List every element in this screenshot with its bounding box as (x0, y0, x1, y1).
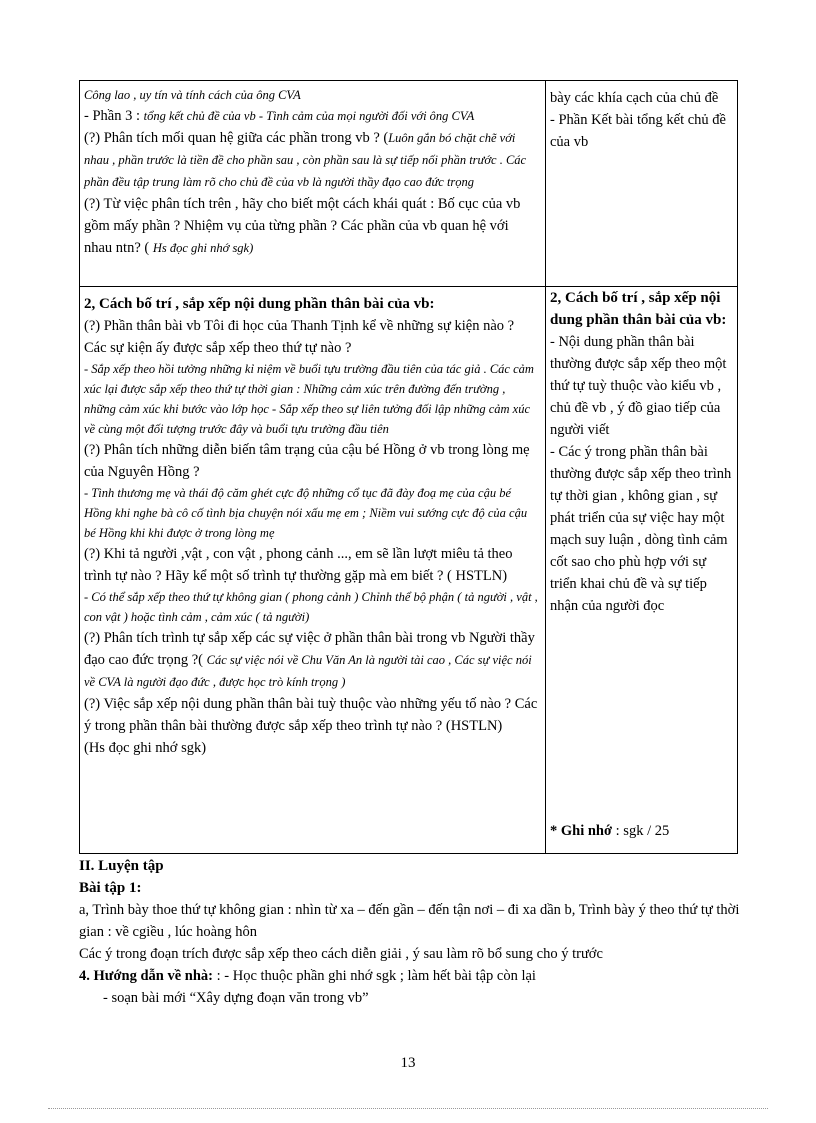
right-point-1: - Nội dung phần thân bài thường được sắp xếp theo một thứ tự tuỳ thuộc vào kiểu vb , chủ đề vb , ý đồ giao tiếp của người viết (550, 334, 727, 438)
left-cell-top (84, 85, 540, 259)
right-point-2: - Các ý trong phần thân bài thường được sắp xếp theo trình tự thời gian , không gian , sự phát triển của sự việc hay một mạch suy luận , dòng tình cảm cốt sao cho phù hợp với sự triển khai chủ đề và sự tiếp nhận của người đọc (550, 444, 732, 614)
right-top-line-1: bày các khía cạch của chủ đề (550, 90, 719, 106)
ghi-nho-label: * Ghi nhớ (550, 823, 613, 839)
question-1 (84, 127, 540, 193)
left-cell-bottom (84, 293, 540, 759)
question-2-answer: Hs đọc ghi nhớ sgk) (152, 241, 254, 255)
column-divider (545, 81, 546, 853)
homework-text: : - Học thuộc phần ghi nhớ sgk ; làm hết bài tập còn lại (212, 968, 536, 984)
question-2 (84, 193, 540, 259)
question-7: (?) Việc sắp xếp nội dung phần thân bài tuỳ thuộc vào những yếu tố nào ? Các ý trong phần thân bài thường được sắp xếp theo trình tự nào ? (HSTLN) (84, 696, 538, 734)
right-cell-bottom (550, 287, 732, 617)
right-top-line-2: - Phần Kết bài tổng kết chủ đề của vb (550, 112, 726, 150)
question-1-text: (?) Phân tích mối quan hệ giữa các phần trong vb ? ( (84, 130, 389, 146)
homework-item: - soạn bài mới “Xây dựng đoạn văn trong vb” (103, 990, 369, 1006)
answer-3: - Sắp xếp theo hồi tưởng những kỉ niệm về buổi tựu trường đầu tiên của tác giả . Các cảm xúc lại được sắp xếp theo thứ tự thời gian : Những cảm xúc trên đường đến trường , những cảm xúc khi bước vào lớp học - Sắp xếp theo sự liên tưởng đối lập những cảm xúc về cùng một đối tượng trước đây và buổi tựu trường đầu tiên (84, 362, 534, 436)
line-cong-lao: Công lao , uy tín và tính cách của ông CVA (84, 88, 301, 102)
ghi-nho-note (550, 823, 669, 840)
section-heading-right: 2, Cách bố trí , sắp xếp nội dung phần thân bài của vb: (550, 290, 727, 328)
answer-4: - Tình thương mẹ và thái độ căm ghét cực độ những cổ tục đã đày đoạ mẹ của cậu bé Hồng khi nghe bà cô cố tình bịa chuyện nói xấu mẹ em ; Niềm vui sướng cực độ của cậu bé Hồng khi khi được ở trong lòng mẹ (84, 486, 528, 540)
question-7-note: (Hs đọc ghi nhớ sgk) (84, 740, 207, 756)
phan-3-label: - Phần 3 : (84, 108, 144, 124)
section-heading-left: 2, Cách bố trí , sắp xếp nội dung phần thân bài của vb: (84, 296, 435, 312)
question-6-text: (?) Phân tích trình tự sắp xếp các sự việc ở phần thân bài trong vb Người thầy đạo cao đức trọng ?( (84, 630, 535, 668)
exercise-heading: Bài tập 1: (79, 880, 142, 896)
ghi-nho-value: : sgk / 25 (612, 823, 670, 839)
question-4: (?) Phân tích những diễn biến tâm trạng của cậu bé Hồng ở vb trong lòng mẹ của Nguyên Hồng ? (84, 442, 530, 480)
footer-divider (48, 1108, 768, 1109)
question-3: (?) Phần thân bài vb Tôi đi học của Thanh Tịnh kể về những sự kiện nào ? Các sự kiện ấy được sắp xếp theo thứ tự nào ? (84, 318, 515, 356)
question-6 (84, 627, 540, 693)
question-2-text: (?) Từ việc phân tích trên , hãy cho biết một cách khái quát : Bố cục của vb gồm mấy phần ? Nhiệm vụ của từng phần ? Các phần của vb quan hệ với nhau ntn? ( (84, 196, 521, 256)
homework-label: 4. Hướng dẫn về nhà: (79, 968, 213, 984)
practice-heading: II. Luyện tập (79, 858, 164, 874)
page-number: 13 (400, 1055, 416, 1071)
line-phan-3 (84, 105, 540, 127)
right-cell-top (550, 87, 732, 153)
exercise-answer-a: a, Trình bày thoe thứ tự không gian : nhìn từ xa – đến gần – đến tận nơi – đi xa dần b, Trình bày ý theo thứ tự thời gian : về cgiều , lúc hoàng hôn (79, 902, 740, 940)
question-1-answer: Luôn gắn bó chặt chẽ với nhau , phần trước là tiền đề cho phần sau , còn phần sau là sự tiếp nối phần trước . Các phần đều tập trung làm rõ cho chủ đề của vb là người thầy đạo cao đức trọng (84, 131, 527, 189)
phan-3-text: tổng kết chủ đề của vb - Tình cảm của mọi người đối với ông CVA (143, 109, 475, 123)
exercise-answer-c: Các ý trong đoạn trích được sắp xếp theo cách diễn giải , ý sau làm rõ bổ sung cho ý trước (79, 946, 603, 962)
practice-section (79, 855, 744, 1009)
answer-5: - Có thể sắp xếp theo thứ tự không gian ( phong cảnh ) Chỉnh thể bộ phận ( tả người , vật , con vật ) hoặc tình cảm , cảm xúc ( tả người) (84, 590, 538, 624)
question-6-answer: Các sự việc nói về Chu Văn An là người tài cao , Các sự việc nói về CVA là người đạo đức , được học trò kính trọng ) (84, 653, 532, 689)
homework (79, 965, 744, 987)
question-5: (?) Khi tả người ,vật , con vật , phong cảnh ..., em sẽ lần lượt miêu tả theo trình tự nào ? Hãy kể một số trình tự thường gặp mà em biết ? ( HSTLN) (84, 546, 513, 584)
lesson-table (79, 80, 738, 854)
